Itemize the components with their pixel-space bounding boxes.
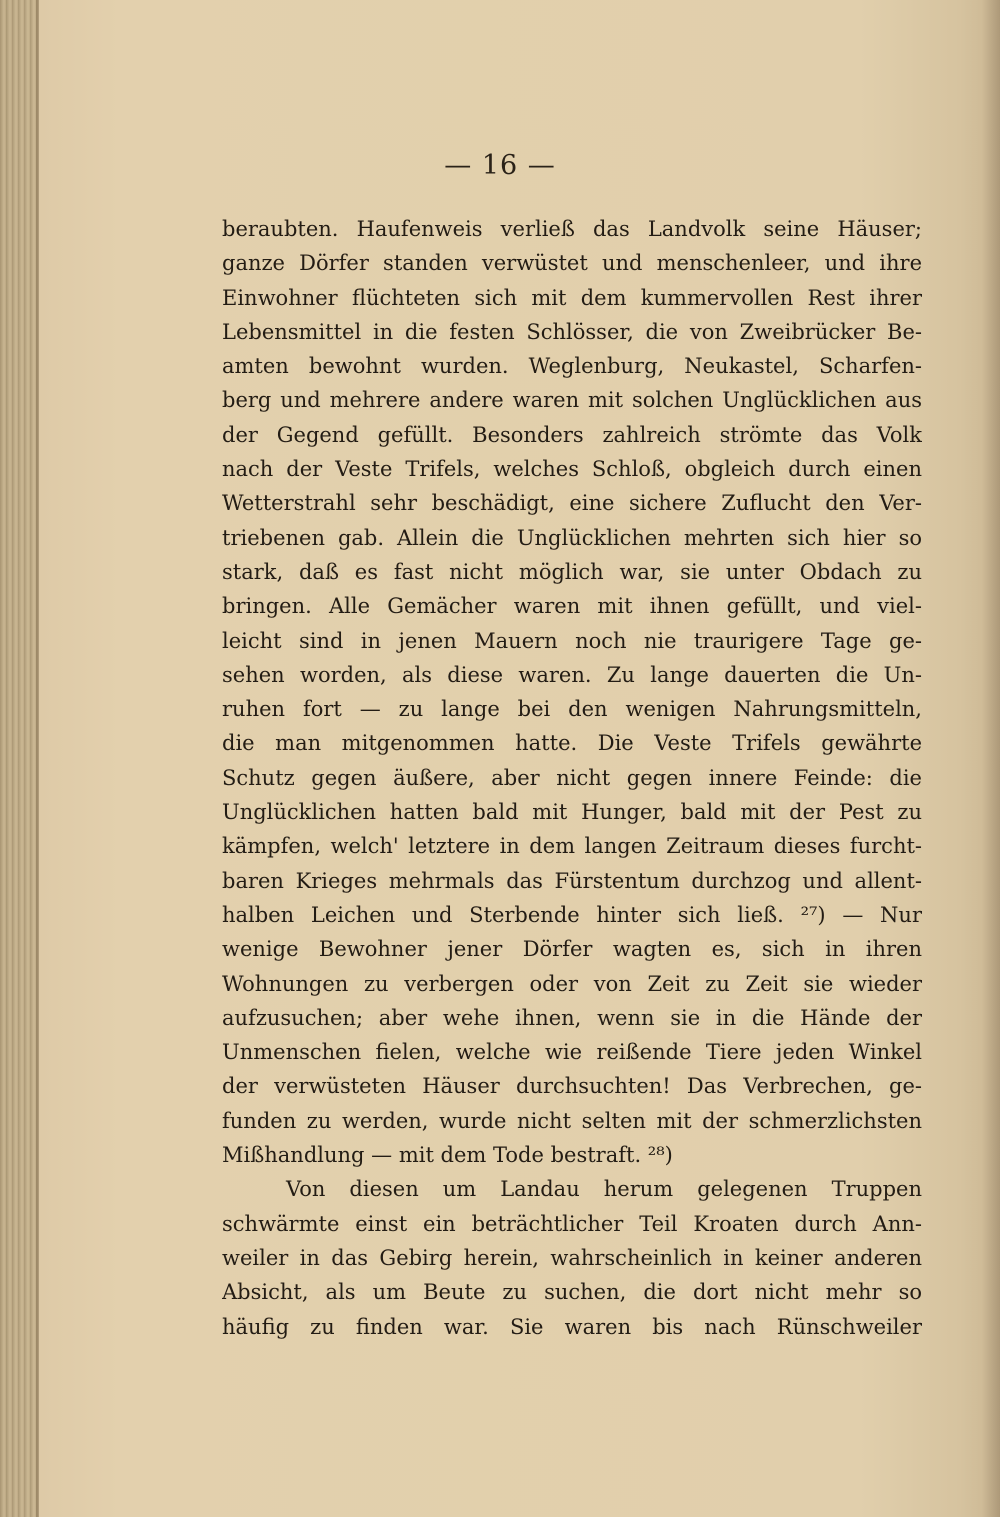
text-line: baren Krieges mehrmals das Fürstentum durchzog und allent- xyxy=(222,868,922,893)
paragraph-last-line: Mißhandlung — mit dem Tode bestraft. ²⁸) xyxy=(222,1143,673,1168)
book-gutter xyxy=(0,0,38,1517)
text-line: häufig zu finden war. Sie waren bis nach Rünschweiler xyxy=(222,1314,922,1339)
page-shadow xyxy=(982,0,1000,1517)
text-line: ganze Dörfer standen verwüstet und menschenleer, und ihre xyxy=(222,251,922,276)
text-line: leicht sind in jenen Mauern noch nie traurigere Tage ge- xyxy=(222,628,922,653)
text-line: nach der Veste Trifels, welches Schloß, obgleich durch einen xyxy=(222,457,922,482)
body-text xyxy=(222,212,922,1344)
text-line: weiler in das Gebirg herein, wahrscheinlich in keiner anderen xyxy=(222,1245,922,1270)
text-line: Schutz gegen äußere, aber nicht gegen innere Feinde: die xyxy=(222,765,922,790)
text-line: ruhen fort — zu lange bei den wenigen Nahrungsmitteln, xyxy=(222,697,922,722)
text-line: triebenen gab. Allein die Unglücklichen mehrten sich hier so xyxy=(222,525,922,550)
paragraph-first-line: Von diesen um Landau herum gelegenen Truppen xyxy=(286,1177,922,1202)
text-line: Wetterstrahl sehr beschädigt, eine sichere Zuflucht den Ver- xyxy=(222,491,922,516)
text-line: Wohnungen zu verbergen oder von Zeit zu Zeit sie wieder xyxy=(222,971,922,996)
text-line: berg und mehrere andere waren mit solchen Unglücklichen aus xyxy=(222,388,922,413)
page-edge xyxy=(36,0,39,1517)
text-line: bringen. Alle Gemächer waren mit ihnen gefüllt, und viel- xyxy=(222,594,922,619)
text-line: sehen worden, als diese waren. Zu lange dauerten die Un- xyxy=(222,662,922,687)
text-line: der verwüsteten Häuser durchsuchten! Das Verbrechen, ge- xyxy=(222,1074,922,1099)
page-number: — 16 — xyxy=(444,150,556,181)
text-line: funden zu werden, wurde nicht selten mit der schmerzlichsten xyxy=(222,1108,922,1133)
text-line: der Gegend gefüllt. Besonders zahlreich strömte das Volk xyxy=(222,422,922,447)
text-line: schwärmte einst ein beträchtlicher Teil Kroaten durch Ann- xyxy=(222,1211,922,1236)
text-line: Absicht, als um Beute zu suchen, die dort nicht mehr so xyxy=(222,1280,922,1305)
text-line: beraubten. Haufenweis verließ das Landvolk seine Häuser; xyxy=(222,217,922,241)
text-line: Einwohner flüchteten sich mit dem kummervollen Rest ihrer xyxy=(222,285,922,310)
text-line: Unglücklichen hatten bald mit Hunger, bald mit der Pest zu xyxy=(222,800,922,825)
text-line: stark, daß es fast nicht möglich war, sie unter Obdach zu xyxy=(222,559,922,584)
text-line: die man mitgenommen hatte. Die Veste Trifels gewährte xyxy=(222,731,922,756)
text-line: halben Leichen und Sterbende hinter sich ließ. ²⁷) — Nur xyxy=(222,902,922,927)
text-line: wenige Bewohner jener Dörfer wagten es, sich in ihren xyxy=(222,937,922,962)
text-line: Lebensmittel in die festen Schlösser, die von Zweibrücker Be- xyxy=(222,319,922,344)
text-line: kämpfen, welch' letztere in dem langen Zeitraum dieses furcht- xyxy=(222,834,922,859)
text-line: amten bewohnt wurden. Weglenburg, Neukastel, Scharfen- xyxy=(222,354,922,379)
text-line: aufzusuchen; aber wehe ihnen, wenn sie in die Hände der xyxy=(222,1005,922,1030)
text-line: Unmenschen fielen, welche wie reißende Tiere jeden Winkel xyxy=(222,1040,922,1065)
